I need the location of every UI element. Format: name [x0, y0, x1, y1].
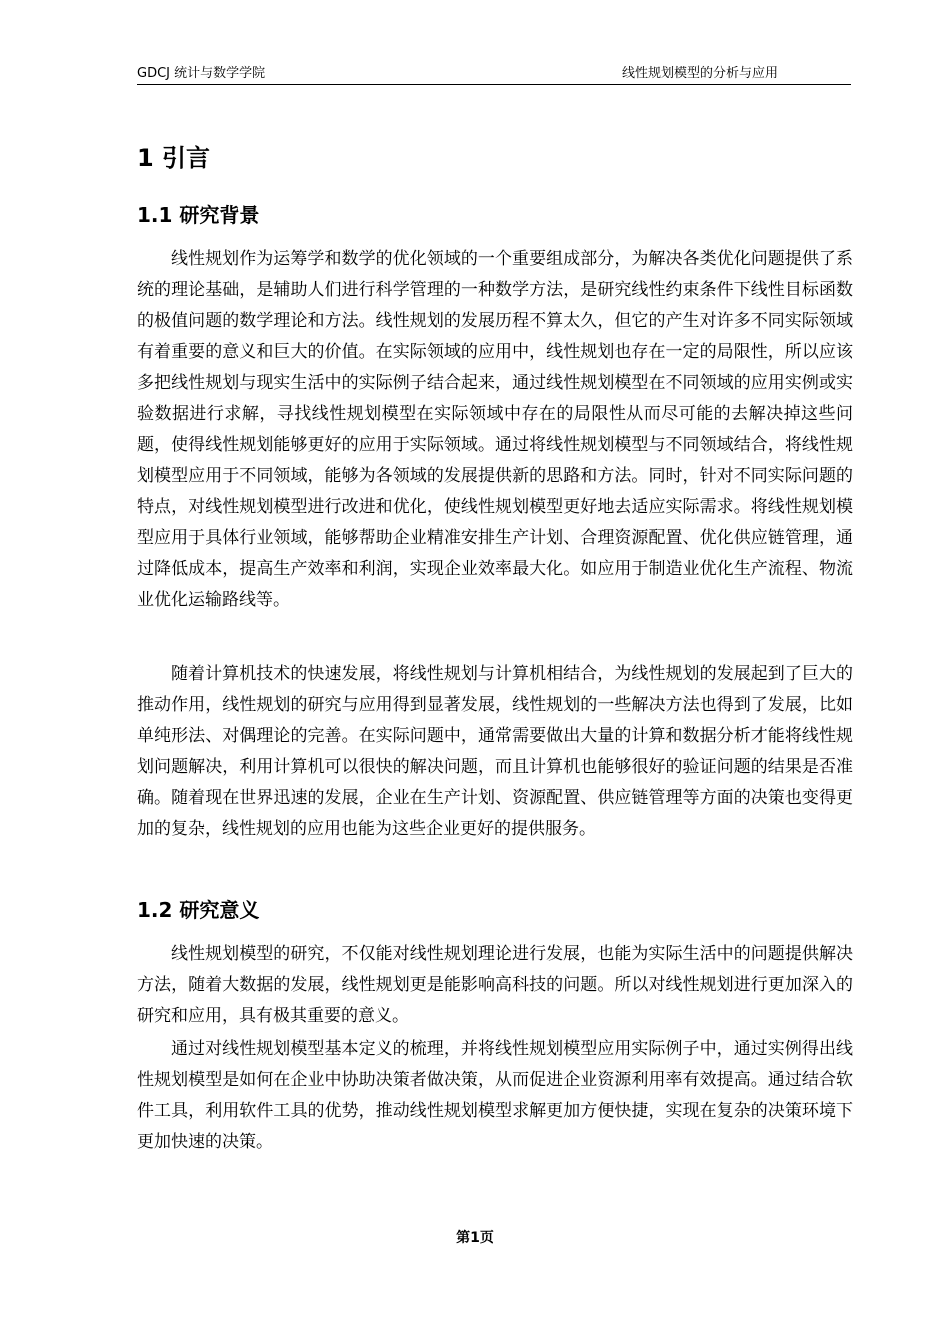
body-paragraph: 随着计算机技术的快速发展，将线性规划与计算机相结合，为线性规划的发展起到了巨大的推动作用，线性规划的研究与应用得到显著发展，线性规划的一些解决方法也得到了发展，比如单纯形法、对偶理论的完善。在实际问题中，通常需要做出大量的计算和数据分析才能将线性规划问题解决，利用计算机可以很快的解决问题，而且计算机也能够很好的验证问题的结果是否准确。随着现在世界迅速的发展，企业在生产计划、资源配置、供应链管理等方面的决策也变得更加的复杂，线性规划的应用也能为这些企业更好的提供服务。 — [137, 664, 853, 839]
header-thesis-title: 线性规划模型的分析与应用 — [622, 66, 779, 81]
page-number: 第1页 — [456, 1230, 494, 1246]
body-paragraph: 通过对线性规划模型基本定义的梳理，并将线性规划模型应用实际例子中，通过实例得出线性规划模型是如何在企业中协助决策者做决策，从而促进企业资源利用率有效提高。通过结合软件工具，利用软件工具的优势，推动线性规划模型求解更加方便快捷，实现在复杂的决策环境下更加快速的决策。 — [137, 1039, 853, 1152]
page-header — [137, 64, 851, 85]
section-title-significance: 1.2 研究意义 — [137, 898, 260, 922]
section-title-background: 1.1 研究背景 — [137, 203, 260, 227]
chapter-title: 1 引言 — [137, 144, 211, 172]
body-paragraph: 线性规划作为运筹学和数学的优化领域的一个重要组成部分，为解决各类优化问题提供了系统的理论基础，是辅助人们进行科学管理的一种数学方法，是研究线性约束条件下线性目标函数的极值问题的数学理论和方法。线性规划的发展历程不算太久，但它的产生对许多不同实际领域有着重要的意义和巨大的价值。在实际领域的应用中，线性规划也存在一定的局限性，所以应该多把线性规划与现实生活中的实际例子结合起来，通过线性规划模型在不同领域的应用实例或实验数据进行求解，寻找线性规划模型在实际领域中存在的局限性从而尽可能的去解决掉这些问题，使得线性规划能够更好的应用于实际领域。通过将线性规划模型与不同领域结合，将线性规划模型应用于不同领域，能够为各领域的发展提供新的思路和方法。同时，针对不同实际问题的特点，对线性规划模型进行改进和优化，使线性规划模型更好地去适应实际需求。将线性规划模型应用于具体行业领域，能够帮助企业精准安排生产计划、合理资源配置、优化供应链管理，通过降低成本，提高生产效率和利润，实现企业效率最大化。如应用于制造业优化生产流程、物流业优化运输路线等。 — [137, 249, 853, 610]
header-school-name: GDCJ 统计与数学学院 — [137, 66, 266, 81]
body-paragraph: 线性规划模型的研究，不仅能对线性规划理论进行发展，也能为实际生活中的问题提供解决方法，随着大数据的发展，线性规划更是能影响高科技的问题。所以对线性规划进行更加深入的研究和应用，具有极其重要的意义。 — [137, 944, 853, 1026]
